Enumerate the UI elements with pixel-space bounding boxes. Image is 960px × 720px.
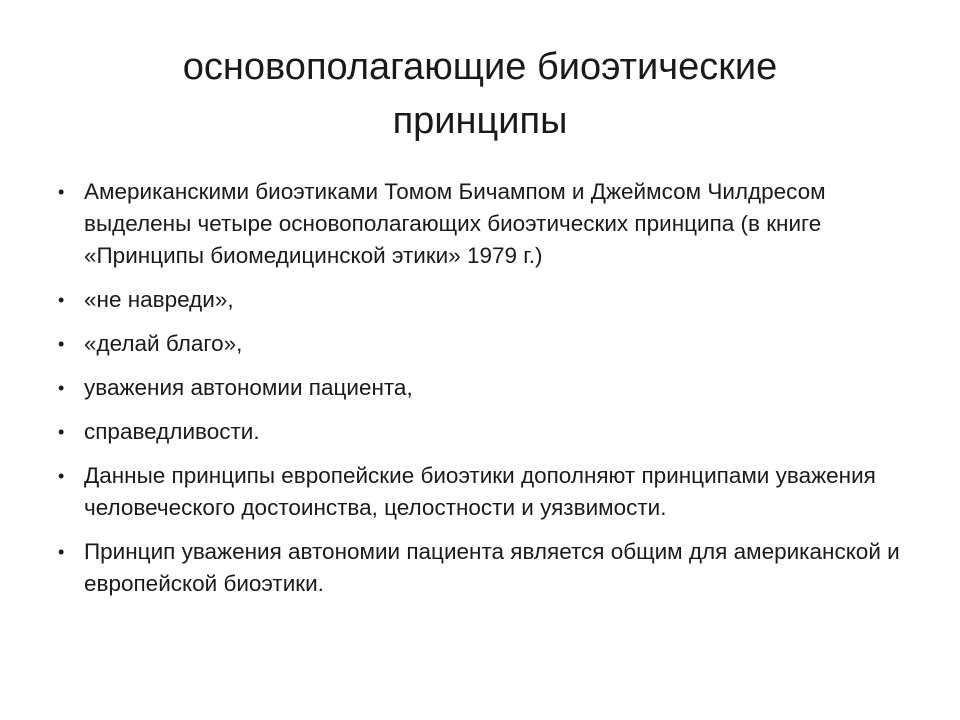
bullet-icon: • (58, 466, 65, 486)
slide-title (80, 40, 880, 148)
list-item-text: Данные принципы европейские биоэтики дополняют принципами уважения человеческого достоинства, целостности и уязвимости. (84, 463, 876, 520)
list-item-text: «делай благо», (84, 331, 243, 356)
bullet-icon: • (58, 422, 65, 442)
list-item (58, 284, 938, 316)
list-item (58, 372, 938, 404)
bullet-icon: • (58, 182, 65, 202)
bullet-icon: • (58, 542, 65, 562)
list-item-text: «не навреди», (84, 287, 234, 312)
bullet-icon: • (58, 334, 65, 354)
list-item (58, 176, 938, 272)
list-item (58, 328, 938, 360)
list-item (58, 460, 938, 524)
list-item (58, 536, 938, 600)
list-item-text: Американскими биоэтиками Томом Бичампом и Джеймсом Чилдресом выделены четыре основополагающих биоэтических принципа (в книге «Принципы биомедицинской этики» 1979 г.) (84, 179, 826, 268)
bullet-list (58, 176, 938, 612)
list-item-text: Принцип уважения автономии пациента является общим для американской и европейской биоэтики. (84, 539, 900, 596)
bullet-icon: • (58, 378, 65, 398)
list-item-text: уважения автономии пациента, (84, 375, 413, 400)
list-item-text: справедливости. (84, 419, 260, 444)
slide-title-line-2: принципы (392, 100, 568, 142)
slide-title-line-1: основополагающие биоэтические (182, 46, 778, 88)
bullet-icon: • (58, 290, 65, 310)
list-item (58, 416, 938, 448)
